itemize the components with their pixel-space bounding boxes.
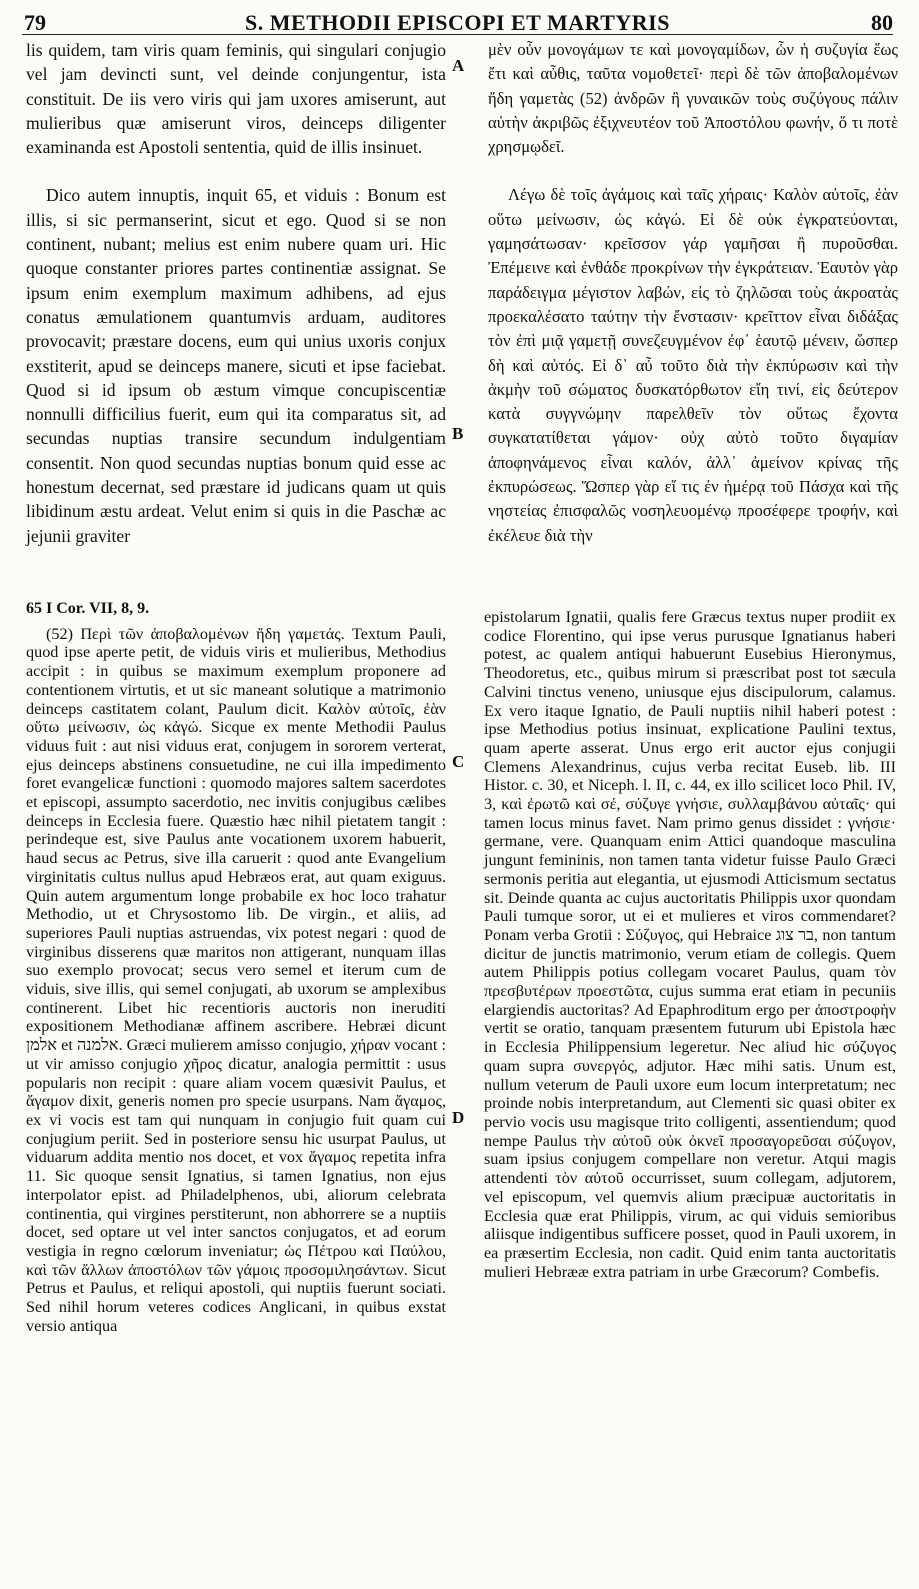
greek-text-column [488, 38, 898, 548]
page-number-right: 80 [871, 10, 893, 35]
latin-text-column [26, 38, 446, 548]
greek-paragraph-2: Λέγω δὲ τοῖς ἀγάμοις καὶ ταῖς χήραις· Καλὸν αὐτοῖς, ἐὰν οὕτω μείνωσιν, ὡς κἀγώ. Εἰ δὲ οὐκ ἐγκρατεύονται, γαμησάτωσαν· κρεῖσσον γάρ γαμῆσαι ἢ πυροῦσθαι. Ἐπέμεινε καὶ ἐνθάδε προκρίνων τὴν ἐγκράτειαν. Ἑαυτὸν γὰρ παράδειγμα μέγιστον λαβών, εἰς τὸ ζηλῶσαι τοὺς ἀκροατὰς προεκαλέσατο ταύτην τὴν ἔνστασιν· κρεῖττον εἶναι διδάξας τὸν ἐπὶ μιᾷ γαμετῇ συνεζευγμένον ἐφ᾽ ἑαυτῷ μένειν, ὥσπερ δὴ καὶ αὐτός. Εἰ δ᾽ αὖ τοῦτο διὰ τὴν ἐκπύρωσιν καὶ τὴν ἀκμὴν τοῦ σώματος δυσκατόρθωτον εἴη τινί, εἰς δεύτερον κατὰ συγγνώμην παρελθεῖν τὸν οὕτως ἔχοντα συγκατατίθεται γάμον· οὐχ αὐτὸ τοῦτο διγαμίαν ἀποφηνάμενος εἶναι καλόν, ἀλλ᾽ ἀμείνον κρίνας τῆς ἐκπυρώσεως. Ὥσπερ γὰρ εἴ τις ἐν ἡμέρᾳ τοῦ Πάσχα καὶ τῆς νηστείας ἐπισφαλῶς νοσηλευομένῳ προσέφερε τροφήν, καὶ ἐκέλευε διὰ τὴν [488, 185, 898, 545]
footnote-column-left [26, 600, 446, 1335]
footnote-reference: 65 I Cor. VII, 8, 9. [26, 600, 150, 617]
footnote-column-right [484, 608, 896, 1281]
greek-paragraph-1: μὲν οὖν μονογάμων τε καὶ μονογαμίδων, ὧν ἡ συζυγία ἕως ἔτι καὶ αὖθις, ταῦτα νομοθετεῖ· περὶ δὲ τῶν ἀποβαλομένων ἤδη γαμετὰς (52) ἀνδρῶν ἢ γυναικῶν τοὺς συζύγους πάλιν αὐτὴν ἀκριβῶς ἐξιχνευτέον τοῦ Ἀποστόλου φωνήν, ὅ τι ποτὲ χρησμῳδεῖ. [488, 40, 898, 157]
margin-letter-d: D [452, 1108, 465, 1127]
latin-paragraph-2: Dico autem innuptis, inquit 65, et viduis : Bonum est illis, si sic permanserint, sicut et ego. Quod si se non continent, nubant; melius est enim nubere quam uri. Hic quoque constanter priores partes continentiæ assignat. Se ipsum enim exemplum maximum adhibens, ad ejus conatus æmulationem quantumvis arduam, auditores provocavit; præstare docens, eum qui unius uxoris conjux exstiterit, apud se deinceps manere, sicuti et ipse faciebat. Quod si id ipsum ob æstum vimque concupiscentiæ nonnulli difficilius fuerit, eum qui ita comparatus sit, ad secundas nuptias transire secundum indulgentiam consentit. Non quod secundas nuptias bonum quid esse ac honestum decernat, sed præstare id judicans quam ut quis libidinum æstu ardeat. Velut enim si quis in die Paschæ ac jejunii graviter [26, 185, 446, 546]
footnote-text-right: epistolarum Ignatii, qualis fere Græcus textus nuper prodiit ex codice Florentino, qui ipse verus purusque Ignatianus haberi potest, ac qualem antiqui habuerunt Eusebius Hieronymus, Theodoretus, etc., quibus mirum si præscribat post tot sæcula Calvini tinctus veneno, uniusque ejus discipulorum, calamus. Ex vero itaque Ignatio, de Pauli nuptiis nihil haberi potest : ipse Methodius potius insinuat, explicatione Paulini textus, quam aperte asserat. Unus ergo erit auctor ejus conjugii Clemens Alexandrinus, cujus verba recitat Euseb. lib. III Histor. c. 30, et Niceph. l. II, c. 44, ex illo scilicet loco Phil. IV, 3, καὶ ἐρωτῶ καὶ σέ, σύζυγε γνήσιε, συλλαμβάνου αὐταῖς· qui tamen locus minus favet. Nam primo genus dissidet : γνήσιε· germane, vere. Quanquam enim Attici quandoque masculina jungunt femininis, non tamen tanta videtur fuisse Paulo Græci sermonis peritia aut elegantia, ut ejusmodi Atticismum sectatus sit. Deinde quanta ac cujus auctoritatis Philippis uxor quondam Pauli tumque soror, ut ei et mulieres et viros commendaret? Ponam verba Grotii : Σύζυγος, qui Hebraice בר צוג, non tantum dicitur de junctis matrimonio, verum etiam de collegis. Quem autem Philippis potius collegam vocaret Paulus, quam τὸν πρεσβυτέρων προεστῶτα, cujus summa erat etiam in pecuniis elargiendis auctoritas? Ad Epaphroditum ergo per ἀποστροφὴν vertit se oratio, tanquam præsentem futurum ubi Epistola hæc in Ecclesia Philippensium legeretur. Nec aliud hic σύζυγος quam supra συνεργός, adjutor. Hæc mihi satis. Unum est, nullum veterum de Pauli uxore eum locum interpretatum; nec proinde nobis interpretandum, aut Clementi sic quasi obiter ex pervio vocis usu magisque trito colligenti, assentiendum; quod nempe Paulus τὴν αὐτοῦ οὐκ ὀκνεῖ προσαγορεῦσαι σύζυγον, suam ipsius conjugem compellare non veretur. Atqui magis attendenti τὸν αὐτοῦ occurrisset, suum collegam, adjutorem, vel episcopum, vel quemvis alium præcipuæ auctoritatis in Ecclesia quæ erat Philippis, virum, ac qui viduis semioribus aliisque indigentibus sufficere posset, quod in Pauli uxorem, in ea præsertim Ecclesia, non cadit. Quid enim tanta auctoritatis mulieri Hebrææ extra patriam in urbe Græcorum? Combefis. [484, 608, 896, 1281]
footnote-text-left: (52) Περὶ τῶν ἀποβαλομένων ἤδη γαμετάς. Textum Pauli, quod ipse aperte petit, de viduis viris et mulieribus, Methodius accipit : in quibus se maximum exemplum proponere ad contentionem virtutis, et ut sic maneant solutique a matrimonio deinceps castitatem colant, Paulum dicit. Καλὸν αὐτοῖς, ἐὰν οὕτω μείνωσιν, ὡς κἀγώ. Sicque ex mente Methodii Paulus viduus fuit : aut nisi viduus erat, conjugem in sororem verterat, ejus deinceps abstinens consuetudine, ne cui illa impedimento foret evangelicæ functioni : quomodo majores saltem sacerdotes et episcopi, assumpto sacerdotio, nec invitis conjugibus cælibes deinceps in Ecclesia fuere. Quæstio hæc nihil pietatem tangit : perindeque est, sive Paulus ante vocationem uxorem habuerit, haud secus ac Petrus, sive illa caruerit : quod ante Evangelium virginitatis cultus nullus apud Hebræos erat, aut quam exiguus. Quin autem argumentum longe probabile ex hoc loco trahatur Methodio, ut et Chrysostomo lib. De virgin., et aliis, ad superiores Pauli nuptias astruendas, vix potest negari : quod de virginibus disserens quæ maritos non attigerant, nunquam illas suo exemplo provocat; secus vero semel et iterum cum de viduis, sive illis, qui semel conjugati, ab uxorum se amplexibus continerent. Libet hic recentioris auctoris non ineruditi expositionem Methodianæ affinem ascribere. Hebræi dicunt אלמן et אלמנה. Græci mulierem amisso conjugio, χήραν vocant : ut vir amisso conjugio χῆρος dicatur, analogia permittit : usus popularis non recipit : quare aliam vocem quæsivit Paulus, et ἄγαμον dixit, generis nomen pro specie usurpans. Nam ἄγαμος, ex vi vocis est tam qui nunquam in conjugio fuit quam cui conjugium periit. Sed in posteriore sensu hic usurpat Paulus, ut viduarum addita mentio nos docet, et vox ἄγαμος repetita infra 11. Sic quoque sensit Ignatius, si tamen Ignatius, non ejus interpolator epist. ad Philadelphenos, ubi, aliorum celebrata continentia, qui virgines perstiterunt, non abhorrere se a nuptiis docet, sed optare ut vel inter sanctos conjugatos, et ad eorum vestigia in regno cœlorum inveniatur; ὡς Πέτρου καὶ Παύλου, καὶ τῶν ἄλλων ἀποστόλων τῶν γάμοις προσομιλησάντων. Sicut Petrus et Paulus, et reliqui apostoli, qui nuptiis fuerunt sociati. Sed nihil horum veteres codices Anglicani, in quibus exstat versio antiqua [26, 624, 446, 1335]
page-header [22, 8, 893, 35]
latin-paragraph-1: lis quidem, tam viris quam feminis, qui singulari conjugio vel jam devincti sunt, vel deinde conjungentur, ista constituit. De iis vero viris qui jam uxores amiserunt, aut mulieribus quæ amiserunt viros, deinceps diligenter examinanda est Apostoli sententia, quid de illis insinuet. [26, 40, 446, 158]
running-title: S. METHODII EPISCOPI ET MARTYRIS [245, 10, 670, 35]
margin-letter-c: C [452, 752, 465, 771]
margin-letter-a: A [452, 56, 465, 75]
page-number-left: 79 [24, 10, 46, 35]
margin-letter-b: B [452, 424, 464, 443]
